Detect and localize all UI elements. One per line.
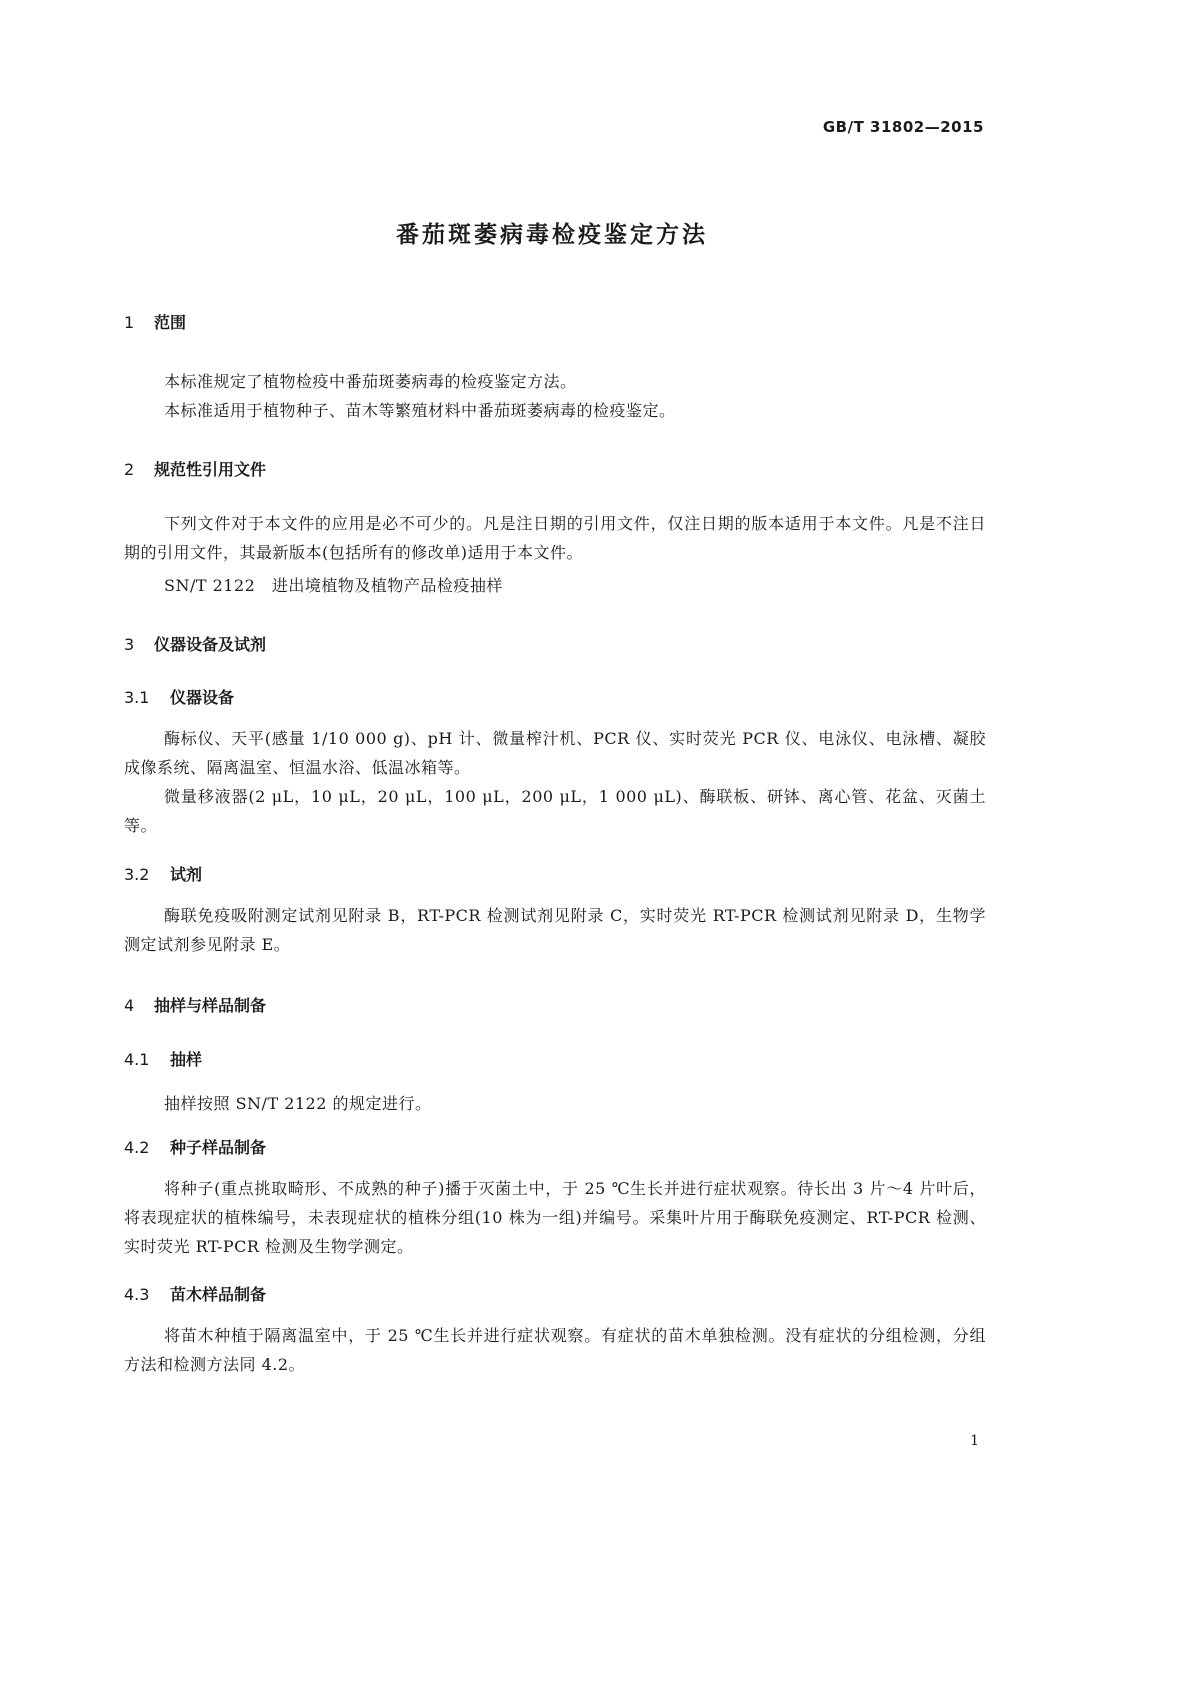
page-number: 1 (970, 1433, 979, 1449)
section-4-2-heading (124, 1135, 266, 1158)
section-3-1-paragraph-2: 微量移液器(2 μL，10 μL，20 μL，100 μL，200 μL，1 000 μL)、酶联板、研钵、离心管、花盆、灭菌土等。 (124, 787, 986, 835)
section-title: 抽样 (170, 1050, 203, 1069)
section-1-heading (124, 310, 186, 333)
document-title: 番茄斑萎病毒检疫鉴定方法 (396, 222, 708, 248)
section-number: 4 (124, 996, 135, 1015)
section-title: 仪器设备及试剂 (154, 635, 267, 654)
section-number: 4.2 (124, 1138, 150, 1157)
section-4-1-paragraph: 抽样按照 SN/T 2122 的规定进行。 (164, 1094, 432, 1113)
section-title: 范围 (154, 313, 187, 332)
section-number: 3 (124, 635, 135, 654)
section-4-3-paragraph: 将苗木种植于隔离温室中，于 25 ℃生长并进行症状观察。有症状的苗木单独检测。没有症状的分组检测，分组方法和检测方法同 4.2。 (124, 1326, 986, 1374)
section-4-3-heading (124, 1282, 266, 1305)
section-4-heading (124, 993, 266, 1016)
section-title: 规范性引用文件 (154, 460, 267, 479)
section-4-2-paragraph: 将种子(重点挑取畸形、不成熟的种子)播于灭菌土中，于 25 ℃生长并进行症状观察。待长出 3 片～4 片叶后，将表现症状的植株编号，未表现症状的植株分组(10 株为一组)并编号。采集叶片用于酶联免疫测定、RT-PCR 检测、实时荧光 RT-PCR 检测及生物学测定。 (124, 1179, 986, 1256)
section-1-paragraph-1: 本标准规定了植物检疫中番茄斑萎病毒的检疫鉴定方法。 (164, 372, 577, 391)
section-title: 种子样品制备 (170, 1138, 267, 1157)
section-title: 试剂 (170, 865, 203, 884)
normative-reference: SN/T 2122 进出境植物及植物产品检疫抽样 (164, 576, 503, 595)
section-title: 抽样与样品制备 (154, 996, 267, 1015)
section-2-paragraph: 下列文件对于本文件的应用是必不可少的。凡是注日期的引用文件，仅注日期的版本适用于本文件。凡是不注日期的引用文件，其最新版本(包括所有的修改单)适用于本文件。 (124, 514, 986, 562)
section-2-heading (124, 457, 266, 480)
section-number: 2 (124, 460, 135, 479)
standard-code: GB/T 31802—2015 (822, 118, 984, 136)
section-3-2-heading (124, 862, 202, 885)
section-title: 仪器设备 (170, 688, 235, 707)
section-3-2-paragraph: 酶联免疫吸附测定试剂见附录 B，RT-PCR 检测试剂见附录 C，实时荧光 RT-PCR 检测试剂见附录 D，生物学测定试剂参见附录 E。 (124, 906, 986, 954)
section-number: 3.2 (124, 865, 150, 884)
section-number: 4.1 (124, 1050, 150, 1069)
section-3-1-heading (124, 685, 234, 708)
section-1-paragraph-2: 本标准适用于植物种子、苗木等繁殖材料中番茄斑萎病毒的检疫鉴定。 (164, 401, 676, 420)
section-number: 4.3 (124, 1285, 150, 1304)
section-4-1-heading (124, 1047, 202, 1070)
section-3-1-paragraph-1: 酶标仪、天平(感量 1/10 000 g)、pH 计、微量榨汁机、PCR 仪、实时荧光 PCR 仪、电泳仪、电泳槽、凝胶成像系统、隔离温室、恒温水浴、低温冰箱等。 (124, 729, 986, 777)
section-number: 3.1 (124, 688, 150, 707)
section-number: 1 (124, 313, 135, 332)
section-title: 苗木样品制备 (170, 1285, 267, 1304)
section-3-heading (124, 632, 266, 655)
